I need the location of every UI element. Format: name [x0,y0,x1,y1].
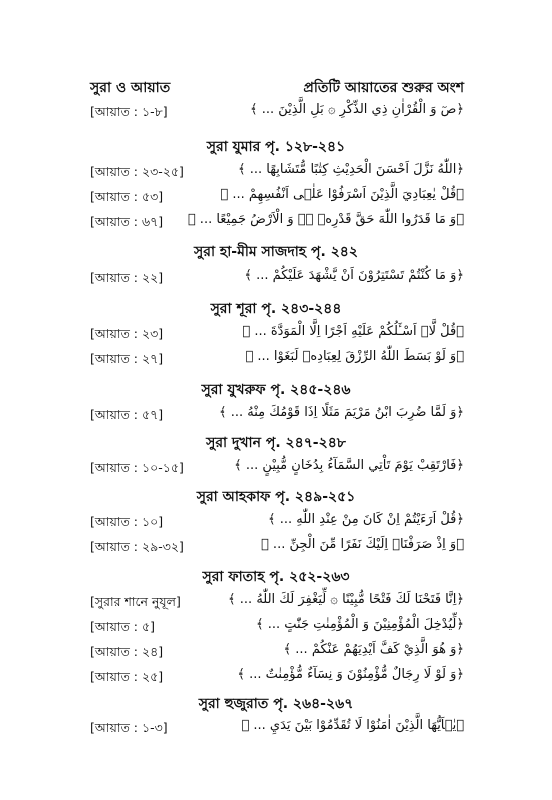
ayat-opening-text: ﴿قُلْ اَرَءَيْتُمْ اِنْ كَانَ مِنْ عِنْدِ اللّٰهِ ... ﴾ [267,512,464,527]
list-item [90,349,464,371]
ayat-reference: [আয়াত : ৬৭] [90,214,164,229]
list-item [90,512,464,534]
ayat-reference: [আয়াত : ১-৩] [90,720,168,735]
ayat-reference: [আয়াত : ২৭] [90,351,164,366]
list-item [90,718,464,740]
ayat-reference: [আয়াত : ১০-১৫] [90,460,184,475]
intro-row [90,102,464,124]
section-heading-hujurat: সুরা হুজুরাত পৃ. ২৬৪-২৬৭ [198,696,354,712]
list-item [90,405,464,427]
list-item [90,268,464,290]
section-heading-shura: সুরা শূরা পৃ. ২৪৩-২৪৪ [210,301,342,317]
ayat-opening-text: ﴿لِّيُدْخِلَ الْمُؤْمِنِيْنَ وَ الْمُؤْمِنٰتِ جَنّٰتٍ ... ﴾ [256,617,464,632]
ayat-reference: [আয়াত : ৫৩] [90,189,164,204]
ayat-opening-text: ﴿اِنَّا فَتَحْنَا لَكَ فَتْحًا مُّبِيْنًا ۞ لِّيَغْفِرَ لَكَ اللّٰهُ ... ﴾ [228,592,464,607]
ayat-opening-text: ﴿صٓ وَ الْقُرْاٰنِ ذِي الذِّكْرِ ۞ بَلِ الَّذِيْنَ ... ﴾ [249,102,464,117]
column-header [90,76,464,98]
ayat-reference: [আয়াত : ২৯-৩২] [90,539,184,554]
section-heading-dukhan: সুরা দুখান পৃ. ২৪৭-২৪৮ [206,435,346,451]
ayat-reference: [আয়াত : ২৪] [90,644,164,659]
ayat-opening-text: ﴿اللّٰهُ نَزَّلَ اَحْسَنَ الْحَدِيْثِ كِتٰبًا مُّتَشَابِهًا ... ﴾ [238,162,464,177]
section-heading-zumar: সুরা যুমার পৃ. ১২৮-২৪১ [206,139,346,155]
ayat-opening-text: ﴿وَ هُوَ الَّذِيْ كَفَّ اَيْدِيَهُمْ عَنْكُمْ ... ﴾ [283,642,464,657]
list-item [90,458,464,480]
ayat-opening-text: ﴿وَ لَمَّا ضُرِبَ ابْنُ مَرْيَمَ مَثَلًا اِذَا قَوْمُكَ مِنْهُ ... ﴾ [218,405,464,420]
ayat-reference: [আয়াত : ২৫] [90,669,164,684]
ayat-reference: [আয়াত : ২২] [90,270,164,285]
ayat-opening-text: ﴿فَارْتَقِبْ يَوْمَ تَاْتِي السَّمَآءُ بِدُخَانٍ مُّبِيْنٍ ... ﴾ [234,458,464,473]
list-item [90,187,464,209]
list-item [90,592,464,614]
ayat-reference: [আয়াত : ৫] [90,619,155,634]
ayat-opening-text: ﴿وَ لَوْ بَسَطَ اللّٰهُ الرِّزْقَ لِعِبَادِهٖ لَبَغَوْا ... ﴾ [245,349,464,364]
section-heading-fath: সুরা ফাতাহ পৃ. ২৫২-২৬৩ [202,569,350,585]
section-heading-zukhruf: সুরা যুখরুফ পৃ. ২৪৫-২৪৬ [201,382,351,398]
section-heading-ha-mim-sajdah: সুরা হা-মীম সাজদাহ পৃ. ২৪২ [194,244,358,260]
ayat-reference: [সুরার শানে নুযূল] [90,594,181,609]
list-item [90,212,464,234]
ayat-reference: [আয়াত : ১০] [90,514,164,529]
ayat-opening-text: ﴿وَ اِذْ صَرَفْنَاۤ اِلَيْكَ نَفَرًا مِّنَ الْجِنِّ ... ﴾ [261,537,464,552]
ayat-opening-text: ﴿وَ لَوْ لَا رِجَالٌ مُّؤْمِنُوْنَ وَ نِسَآءٌ مُّؤْمِنٰتٌ ... ﴾ [237,667,464,682]
list-item [90,324,464,346]
list-item [90,642,464,664]
ayat-reference: [আয়াত : ১-৮] [90,104,168,119]
list-item [90,617,464,639]
list-item [90,667,464,689]
header-ayat-start: প্রতিটি আয়াতের শুরুর অংশ [303,80,464,96]
ayat-reference: [আয়াত : ২৩-২৫] [90,164,184,179]
ayat-reference: [আয়াত : ২৩] [90,326,164,341]
ayat-reference: [আয়াত : ৫৭] [90,407,164,422]
list-item [90,537,464,559]
ayat-opening-text: ﴿قُلْ لَّاۤ اَسْـَٔلُكُمْ عَلَيْهِ اَجْرًا اِلَّا الْمَوَدَّةَ ... ﴾ [242,324,464,339]
ayat-opening-text: ﴿وَ مَا كُنْتُمْ تَسْتَتِرُوْنَ اَنْ يَّشْهَدَ عَلَيْكُمْ ... ﴾ [244,268,464,283]
header-surah-ayat: সুরা ও আয়াত [90,80,171,96]
list-item [90,162,464,184]
ayat-opening-text: ﴿قُلْ يٰعِبَادِيَ الَّذِيْنَ اَسْرَفُوْا عَلٰۤى اَنْفُسِهِمْ ... ﴾ [220,187,464,202]
ayat-opening-text: ﴿وَ مَا قَدَرُوا اللّٰهَ حَقَّ قَدْرِهٖ ۖۗ وَ الْاَرْضُ جَمِيْعًا ... ﴾ [187,212,464,227]
ayat-opening-text: ﴿يٰۤاَيُّهَا الَّذِيْنَ اٰمَنُوْا لَا تُقَدِّمُوْا بَيْنَ يَدَيِ ... ﴾ [241,718,464,733]
section-heading-ahqaf: সুরা আহকাফ পৃ. ২৪৯-২৫১ [196,489,356,505]
